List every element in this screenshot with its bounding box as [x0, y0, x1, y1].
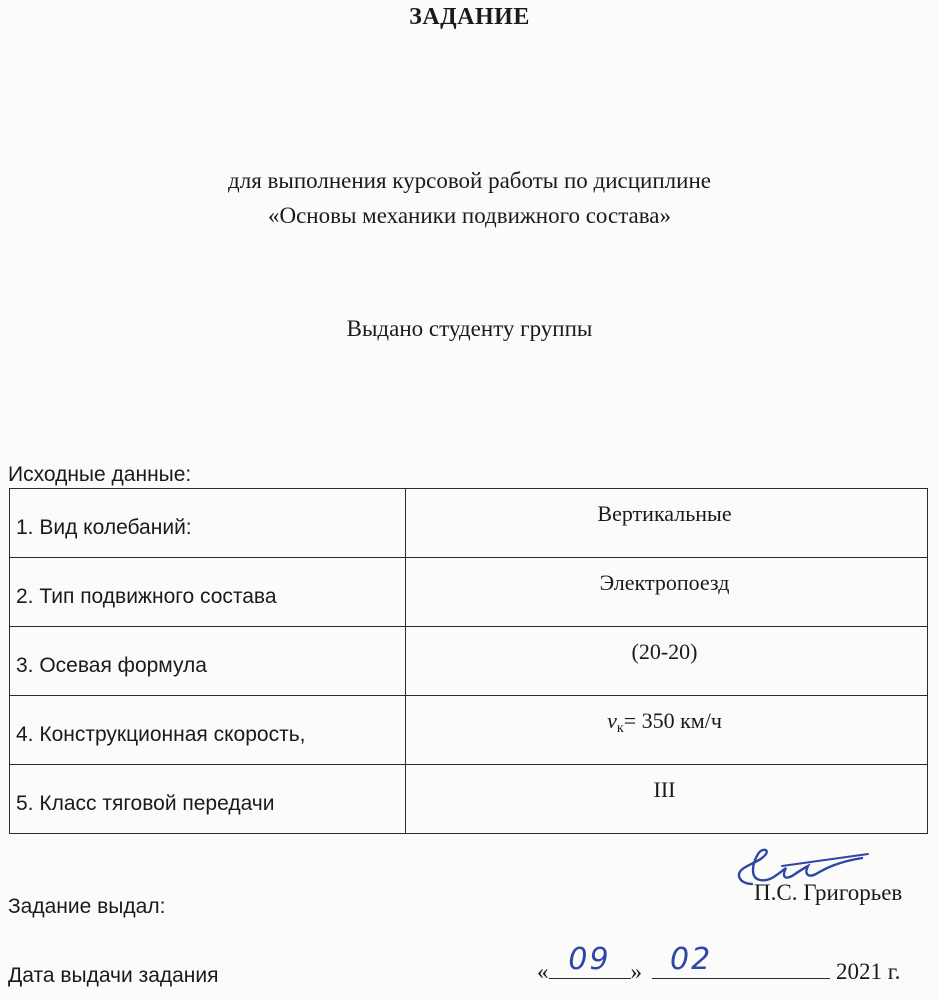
table-row: [10, 765, 928, 834]
issuer-name: П.С. Григорьев: [754, 880, 903, 905]
source-data-label: Исходные данные:: [8, 463, 192, 486]
table-row: [10, 627, 928, 696]
close-quote: »: [630, 959, 642, 984]
param-cell: 3. Осевая формула: [10, 627, 406, 696]
day-field: [549, 942, 631, 979]
table-row: [10, 489, 928, 558]
document-title: ЗАДАНИЕ: [409, 4, 530, 30]
param-cell: 5. Класс тяговой передачи: [10, 765, 406, 834]
param-cell: 1. Вид колебаний:: [10, 489, 406, 558]
purpose-line-1: для выполнения курсовой работы по дисциплине: [228, 168, 711, 193]
value-cell: (20-20): [406, 627, 928, 696]
handwritten-month: 02: [670, 942, 713, 977]
value-cell: [406, 696, 928, 765]
velocity-symbol: v: [607, 708, 617, 733]
param-cell: 2. Тип подвижного состава: [10, 558, 406, 627]
issued-to-line: Выдано студенту группы: [346, 316, 593, 341]
value-cell: Вертикальные: [406, 489, 928, 558]
value-cell: III: [406, 765, 928, 834]
year-value: 2021 г.: [836, 959, 901, 984]
date-label: Дата выдачи задания: [8, 964, 219, 987]
issuer-label: Задание выдал:: [8, 895, 166, 918]
value-cell: Электропоезд: [406, 558, 928, 627]
month-field: [652, 942, 830, 979]
velocity-value: = 350 км/ч: [623, 708, 722, 733]
table-row: [10, 558, 928, 627]
table-row: [10, 696, 928, 765]
param-cell: 4. Конструкционная скорость,: [10, 696, 406, 765]
discipline-name: «Основы механики подвижного состава»: [267, 203, 672, 228]
handwritten-day: 09: [568, 942, 611, 977]
issue-date: [537, 942, 901, 985]
source-data-table: [9, 488, 928, 834]
open-quote: «: [537, 959, 549, 984]
velocity-subscript: к: [616, 721, 624, 736]
